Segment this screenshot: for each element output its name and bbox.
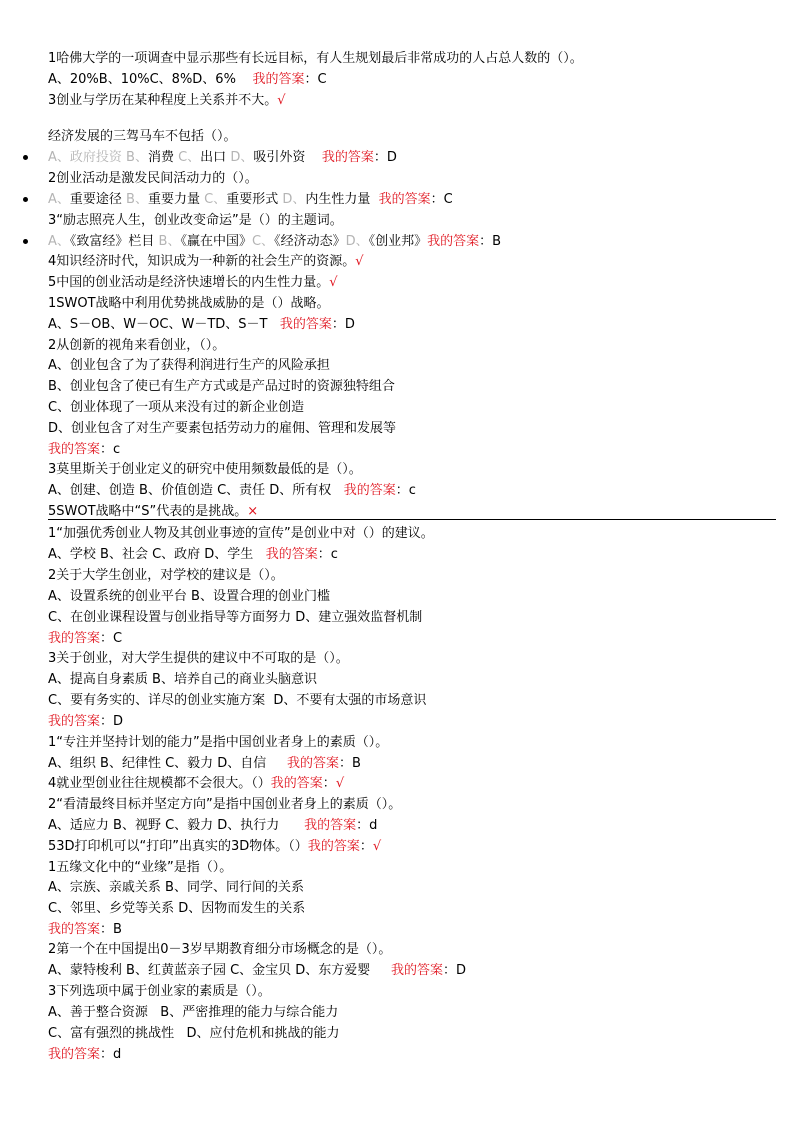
- text-line: [48, 693, 426, 709]
- text-line: [48, 735, 388, 751]
- text-segment: A、善于整合资源 B、严密推理的能力与综合能力: [48, 1005, 339, 1020]
- text-line: [48, 213, 343, 229]
- text-segment: ：c: [317, 547, 338, 562]
- text-segment: ：D: [100, 714, 124, 729]
- text-segment: 消费: [147, 150, 179, 165]
- text-line: [48, 568, 284, 584]
- text-segment: 1SWOT战略中利用优势挑战威胁的是（）战略。: [48, 296, 330, 311]
- text-segment: 3“励志照亮人生，创业改变命运”是（）的主题词。: [48, 213, 343, 228]
- text-segment: ：C: [430, 192, 453, 207]
- text-segment: 3关于创业，对大学生提供的建议中不可取的是（）。: [48, 651, 349, 666]
- text-segment: 3莫里斯关于创业定义的研究中使用频数最低的是（）。: [48, 462, 362, 477]
- answer-label: 我的答案: [390, 963, 443, 978]
- text-segment: 内生性力量: [305, 192, 379, 207]
- text-line: [48, 942, 391, 958]
- option-prefix: D、: [282, 192, 306, 207]
- text-segment: 1五缘文化中的“业缘”是指（）。: [48, 860, 233, 875]
- check-mark: √: [335, 776, 345, 791]
- text-segment: 1“专注并坚持计划的能力”是指中国创业者身上的素质（）。: [48, 735, 389, 750]
- text-segment: A、创建、创造 B、价值创造 C、责任 D、所有权: [48, 483, 344, 498]
- text-segment: A、设置系统的创业平台 B、设置合理的创业门槛: [48, 589, 330, 604]
- text-line: [48, 296, 330, 312]
- text-segment: ：: [359, 839, 373, 854]
- text-segment: A、S－OB、W－OC、W－TD、S－T: [48, 317, 280, 332]
- text-segment: ：B: [479, 234, 502, 249]
- text-segment: 2关于大学生创业，对学校的建议是（）。: [48, 568, 284, 583]
- text-segment: ：c: [395, 483, 416, 498]
- text-segment: 吸引外资: [253, 150, 322, 165]
- answer-label: 我的答案: [304, 818, 357, 833]
- text-segment: 2“看清最终目标并坚定方向”是指中国创业者身上的素质（）。: [48, 797, 402, 812]
- text-line: [48, 171, 258, 187]
- option-prefix: A、政府投资 B、: [48, 150, 148, 165]
- text-line: [48, 714, 123, 730]
- check-mark: √: [277, 93, 286, 108]
- text-line: [48, 589, 330, 605]
- text-segment: 出口: [200, 150, 231, 165]
- text-line: [48, 442, 120, 458]
- text-segment: ：c: [100, 442, 121, 457]
- text-segment: A、蒙特梭利 B、红黄蓝亲子园 C、金宝贝 D、东方爱婴: [48, 963, 391, 978]
- option-prefix: C、: [251, 234, 275, 249]
- text-segment: 经济发展的三驾马车不包括（）。: [48, 129, 237, 144]
- text-segment: A、提高自身素质 B、培养自己的商业头脑意识: [48, 672, 317, 687]
- text-line: [48, 901, 305, 917]
- text-segment: 1“加强优秀创业人物及其创业事迹的宣传”是创业中对（）的建议。: [48, 526, 434, 541]
- text-segment: B、创业包含了使已有生产方式或是产品过时的资源独特组合: [48, 379, 395, 394]
- text-segment: ：D: [331, 317, 355, 332]
- text-line: [48, 610, 422, 626]
- text-line: [48, 922, 122, 938]
- answer-label: 我的答案: [343, 483, 396, 498]
- text-line: [48, 358, 330, 374]
- text-line: [48, 254, 364, 270]
- text-segment: ：D: [373, 150, 397, 165]
- text-line: [48, 504, 258, 520]
- text-line: [48, 51, 583, 67]
- option-prefix: B、: [158, 234, 181, 249]
- text-segment: D、创业包含了对生产要素包括劳动力的雇佣、管理和发展等: [48, 421, 397, 436]
- answer-label: 我的答案: [48, 1047, 101, 1062]
- text-segment: ：d: [100, 1047, 122, 1062]
- list-bullet: [23, 197, 28, 202]
- text-line: [48, 483, 416, 499]
- answer-label: 我的答案: [265, 547, 318, 562]
- text-segment: A、宗族、亲戚关系 B、同学、同行间的关系: [48, 880, 304, 895]
- text-segment: A、组织 B、纪律性 C、毅力 D、自信: [48, 756, 287, 771]
- text-line: [48, 150, 397, 166]
- check-mark: √: [372, 839, 382, 854]
- answer-label: 我的答案: [307, 839, 360, 854]
- option-prefix: D、: [345, 234, 369, 249]
- text-line: [48, 651, 349, 667]
- text-line: [48, 338, 225, 354]
- answer-label: 我的答案: [321, 150, 374, 165]
- text-segment: 重要形式: [226, 192, 283, 207]
- text-line: [48, 275, 338, 291]
- text-line: [48, 129, 237, 145]
- text-segment: C、在创业课程设置与创业指导等方面努力 D、建立强效监督机制: [48, 610, 423, 625]
- text-segment: 3创业与学历在某种程度上关系并不大。: [48, 93, 278, 108]
- check-mark: √: [355, 254, 364, 269]
- text-segment: 2第一个在中国提出0－3岁早期教育细分市场概念的是（）。: [48, 942, 392, 957]
- text-line: [48, 400, 304, 416]
- option-prefix: C、: [204, 192, 227, 207]
- text-line: [48, 547, 338, 563]
- text-line: [48, 776, 344, 792]
- text-segment: A、适应力 B、视野 C、毅力 D、执行力: [48, 818, 305, 833]
- text-segment: 4知识经济时代，知识成为一种新的社会生产的资源。: [48, 254, 356, 269]
- text-line: [48, 93, 286, 109]
- answer-label: 我的答案: [48, 714, 101, 729]
- text-line: [48, 234, 501, 250]
- text-segment: C、要有务实的、详尽的创业实施方案 D、不要有太强的市场意识: [48, 693, 427, 708]
- text-segment: ：: [322, 776, 336, 791]
- text-line: [48, 839, 381, 855]
- text-segment: 2从创新的视角来看创业，（）。: [48, 338, 226, 353]
- answer-label: 我的答案: [279, 317, 332, 332]
- text-segment: ：D: [442, 963, 466, 978]
- option-prefix: A、: [48, 192, 70, 207]
- cross-mark: ×: [247, 504, 259, 519]
- option-prefix: D、: [230, 150, 254, 165]
- text-line: [48, 526, 434, 542]
- text-segment: 2创业活动是激发民间活动力的（）。: [48, 171, 258, 186]
- text-segment: 《经济动态》: [274, 234, 346, 249]
- text-line: [48, 818, 377, 834]
- text-segment: A、学校 B、社会 C、政府 D、学生: [48, 547, 266, 562]
- text-segment: 《致富经》栏目: [69, 234, 159, 249]
- text-line: [48, 192, 453, 208]
- answer-label: 我的答案: [252, 72, 305, 87]
- text-segment: ：C: [304, 72, 327, 87]
- text-line: [48, 421, 396, 437]
- answer-label: 我的答案: [48, 922, 101, 937]
- answer-label: 我的答案: [286, 756, 339, 771]
- text-segment: 3下列选项中属于创业家的素质是（）。: [48, 984, 271, 999]
- text-line: [48, 880, 304, 896]
- text-segment: ：B: [100, 922, 122, 937]
- text-line: [48, 631, 122, 647]
- text-segment: C、创业体现了一项从来没有过的新企业创造: [48, 400, 305, 415]
- answer-label: 我的答案: [378, 192, 431, 207]
- text-line: [48, 72, 327, 88]
- text-line: [48, 1026, 340, 1042]
- answer-label: 我的答案: [48, 631, 101, 646]
- text-line: [48, 317, 355, 333]
- text-line: [48, 984, 271, 1000]
- check-mark: √: [329, 275, 338, 290]
- text-segment: ：B: [338, 756, 361, 771]
- text-segment: 《赢在中国》: [180, 234, 252, 249]
- answer-label: 我的答案: [48, 442, 101, 457]
- text-line: [48, 672, 317, 688]
- answer-label: 我的答案: [270, 776, 323, 791]
- text-segment: A、创业包含了为了获得利润进行生产的风险承担: [48, 358, 330, 373]
- text-line: [48, 963, 466, 979]
- text-segment: C、邻里、乡党等关系 D、因物而发生的关系: [48, 901, 306, 916]
- list-bullet: [23, 239, 28, 244]
- text-segment: 《创业邦》: [368, 234, 428, 249]
- text-segment: 4就业型创业往往规模都不会很大。（）: [48, 776, 271, 791]
- text-segment: 5中国的创业活动是经济快速增长的内生性力量。: [48, 275, 330, 290]
- list-bullet: [23, 155, 28, 160]
- text-segment: 重要力量: [147, 192, 205, 207]
- text-line: [48, 797, 401, 813]
- text-line: [48, 462, 362, 478]
- text-segment: 1哈佛大学的一项调查中显示那些有长远目标，有人生规划最后非常成功的人占总人数的（）。: [48, 51, 583, 66]
- text-line: [48, 1047, 121, 1063]
- text-line: [48, 1005, 338, 1021]
- answer-label: 我的答案: [427, 234, 480, 249]
- text-segment: 53D打印机可以“打印”出真实的3D物体。（）: [48, 839, 308, 854]
- text-segment: ：d: [356, 818, 378, 833]
- text-line: [48, 756, 361, 772]
- text-line: [48, 860, 232, 876]
- text-segment: C、富有强烈的挑战性 D、应付危机和挑战的能力: [48, 1026, 340, 1041]
- option-prefix: C、: [178, 150, 201, 165]
- option-prefix: A、: [48, 234, 70, 249]
- text-segment: A、20%B、10%C、8%D、6%: [48, 72, 253, 87]
- text-segment: ：C: [100, 631, 123, 646]
- text-segment: 重要途径: [69, 192, 127, 207]
- text-line: [48, 379, 395, 395]
- text-segment: 5SWOT战略中“S”代表的是挑战。: [48, 504, 248, 519]
- option-prefix: B、: [126, 192, 148, 207]
